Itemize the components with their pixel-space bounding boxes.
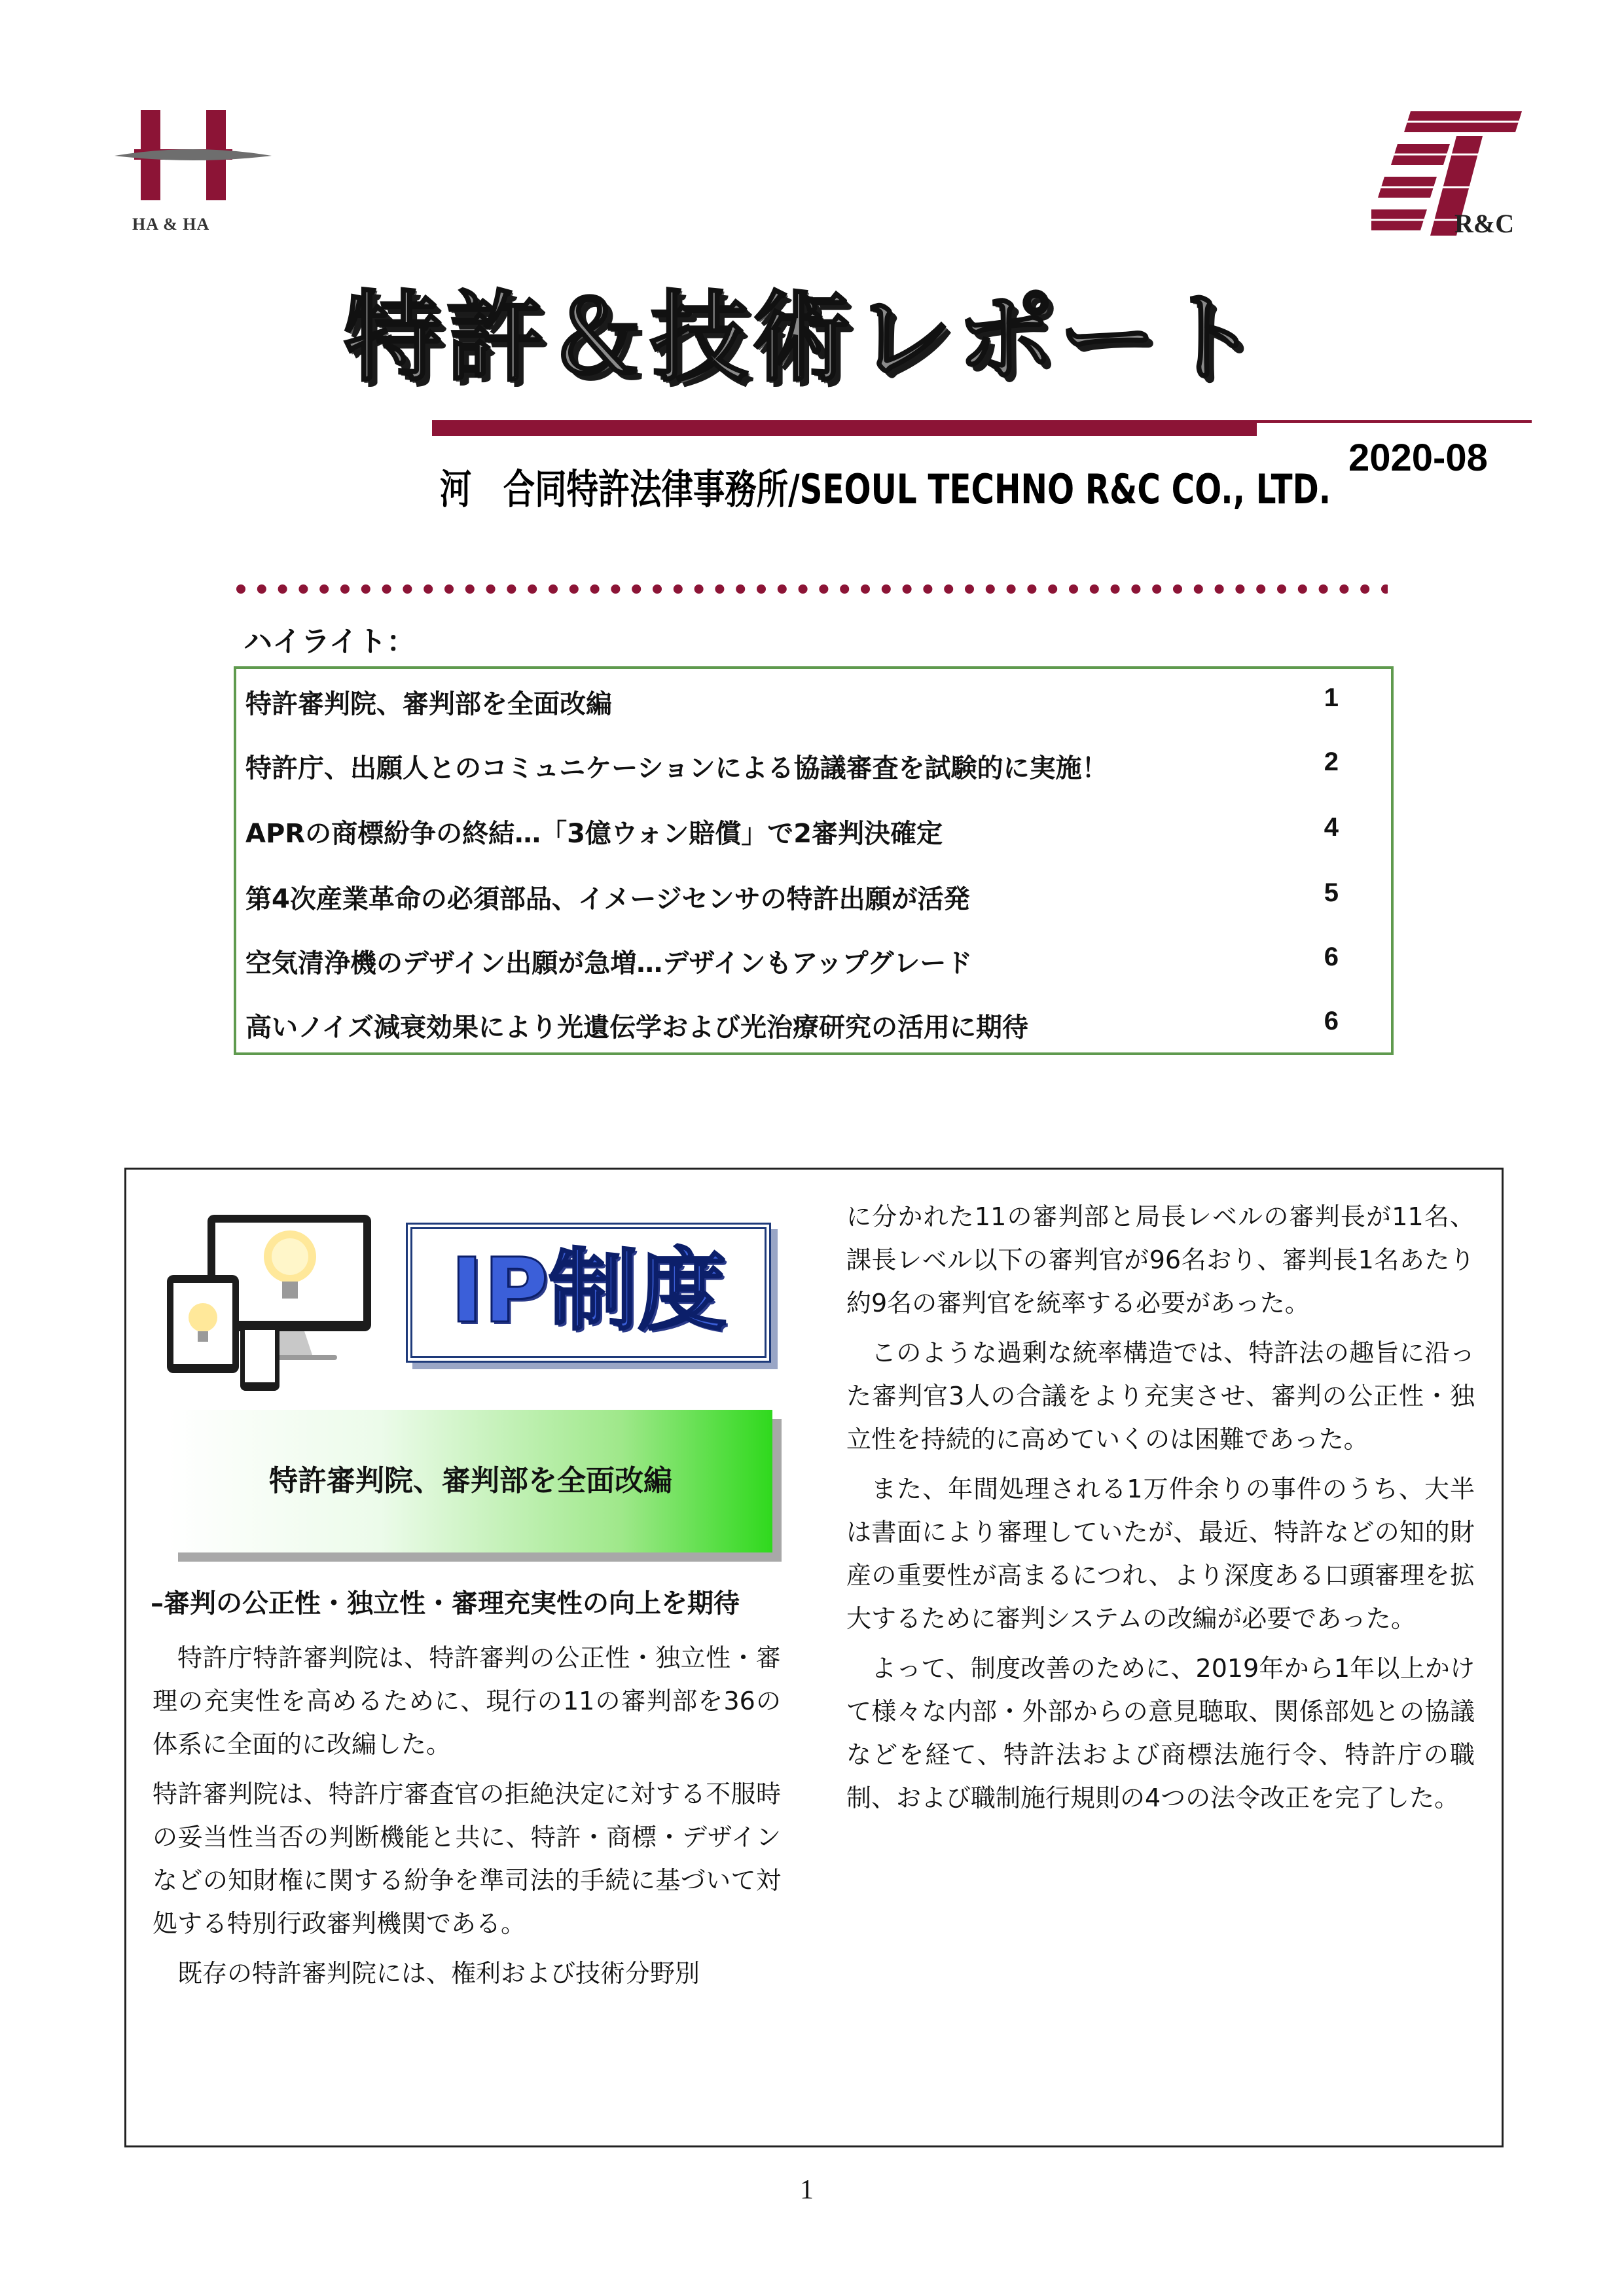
separator-dot bbox=[1381, 584, 1388, 594]
separator-dot bbox=[778, 584, 787, 594]
separator-dot bbox=[986, 584, 995, 594]
separator-dot bbox=[1319, 584, 1328, 594]
dotted-separator bbox=[236, 584, 1388, 594]
issue-date: 2020-08 bbox=[1348, 437, 1488, 479]
title-underline-bar bbox=[432, 420, 1257, 436]
separator-dot bbox=[507, 584, 516, 594]
separator-dot bbox=[1173, 584, 1182, 594]
separator-dot bbox=[611, 584, 620, 594]
separator-dot bbox=[1256, 584, 1265, 594]
highlight-page: 5 bbox=[1324, 878, 1339, 907]
ip-system-badge bbox=[406, 1223, 771, 1363]
separator-dot bbox=[1360, 584, 1369, 594]
separator-dot bbox=[257, 584, 266, 594]
separator-dot bbox=[944, 584, 953, 594]
separator-dot bbox=[653, 584, 662, 594]
highlights-box bbox=[234, 666, 1394, 1055]
separator-dot bbox=[1235, 584, 1244, 594]
page-number: 1 bbox=[800, 2175, 814, 2205]
highlight-page: 6 bbox=[1324, 1007, 1339, 1035]
logo-left-text: HA & HA bbox=[132, 215, 210, 234]
highlight-page: 4 bbox=[1324, 813, 1339, 842]
separator-dot bbox=[736, 584, 745, 594]
separator-dot bbox=[319, 584, 329, 594]
separator-dot bbox=[1152, 584, 1161, 594]
logo-right-text: R&C bbox=[1454, 209, 1515, 238]
separator-dot bbox=[1298, 584, 1307, 594]
separator-dot bbox=[1339, 584, 1348, 594]
separator-dot bbox=[403, 584, 412, 594]
separator-dot bbox=[1027, 584, 1036, 594]
firm-name: 河 合同特許法律事務所/SEOUL TECHNO R&C CO., LTD. bbox=[440, 465, 1331, 513]
separator-dot bbox=[715, 584, 724, 594]
separator-dot bbox=[486, 584, 496, 594]
article-right-column bbox=[846, 1195, 1475, 1826]
separator-dot bbox=[1194, 584, 1203, 594]
separator-dot bbox=[590, 584, 600, 594]
separator-dot bbox=[903, 584, 912, 594]
article-heading: 特許審判院、審判部を全面改編 bbox=[269, 1464, 672, 1498]
separator-dot bbox=[819, 584, 828, 594]
separator-dot bbox=[1111, 584, 1120, 594]
separator-dot bbox=[632, 584, 641, 594]
separator-dot bbox=[528, 584, 537, 594]
highlight-title: 第4次産業革命の必須部品、イメージセンサの特許出願が活発 bbox=[245, 884, 970, 914]
devices-lightbulb-illustration bbox=[167, 1203, 409, 1399]
separator-dot bbox=[278, 584, 287, 594]
separator-dot bbox=[236, 584, 245, 594]
separator-dot bbox=[382, 584, 391, 594]
separator-dot bbox=[298, 584, 308, 594]
separator-dot bbox=[1007, 584, 1016, 594]
separator-dot bbox=[965, 584, 974, 594]
paragraph: 既存の特許審判院には、権利および技術分野別 bbox=[177, 1959, 700, 1988]
highlight-title: APRの商標紛争の終結…「3億ウォン賠償」で2審判決確定 bbox=[245, 819, 943, 849]
paragraph: に分かれた11の審判部と局長レベルの審判長が11名、課長レベル以下の審判官が96名おり、審判長1名あたり約9名の審判官を統率する必要があった。 bbox=[846, 1202, 1475, 1318]
highlights-label: ハイライト： bbox=[244, 625, 416, 658]
separator-dot bbox=[1277, 584, 1286, 594]
highlight-item[interactable] bbox=[245, 747, 1384, 793]
highlight-title: 特許庁、出願人とのコミュニケーションによる協議審査を試験的に実施！ bbox=[245, 753, 1108, 783]
separator-dot bbox=[840, 584, 849, 594]
separator-dot bbox=[444, 584, 454, 594]
separator-dot bbox=[1131, 584, 1140, 594]
highlight-page: 2 bbox=[1324, 747, 1339, 776]
article-subtitle: –審判の公正性・独立性・審理充実性の向上を期待 bbox=[151, 1588, 740, 1619]
paragraph: このような過剰な統率構造では、特許法の趣旨に沿った審判官3人の合議をより充実させ、審判の公正性・独立性を持続的に高めていくのは困難であった。 bbox=[846, 1338, 1475, 1454]
highlight-page: 1 bbox=[1324, 683, 1339, 712]
separator-dot bbox=[549, 584, 558, 594]
separator-dot bbox=[465, 584, 475, 594]
paragraph: 特許庁特許審判院は、特許審判の公正性・独立性・審理の充実性を高めるために、現行の11の審判部を36の体系に全面的に改編した。 bbox=[153, 1643, 781, 1759]
highlight-item[interactable] bbox=[245, 1007, 1384, 1052]
highlight-page: 6 bbox=[1324, 942, 1339, 971]
highlight-title: 特許審判院、審判部を全面改編 bbox=[245, 689, 612, 719]
paragraph: よって、制度改善のために、2019年から1年以上かけて様々な内部・外部からの意見聴取、関係部処との協議などを経て、特許法および商標法施行令、特許庁の職制、および職制施行規則の4つの法令改正を完了した。 bbox=[846, 1654, 1475, 1812]
article-left-column bbox=[153, 1636, 781, 2001]
separator-dot bbox=[799, 584, 808, 594]
separator-dot bbox=[757, 584, 766, 594]
separator-dot bbox=[340, 584, 350, 594]
highlight-title: 空気清浄機のデザイン出願が急増…デザインもアップグレード bbox=[245, 948, 973, 978]
separator-dot bbox=[1090, 584, 1099, 594]
highlight-title: 高いノイズ減衰効果により光遺伝学および光治療研究の活用に期待 bbox=[245, 1013, 1028, 1043]
paragraph: 特許審判院は、特許庁審査官の拒絶決定に対する不服時の妥当性当否の判断機能と共に、特許・商標・デザインなどの知財権に関する紛争を準司法的手続に基づいて対処する特別行政審判機関である。 bbox=[153, 1780, 781, 1938]
highlight-item[interactable] bbox=[245, 683, 1384, 729]
separator-dot bbox=[569, 584, 579, 594]
title-underline-thin bbox=[1257, 420, 1532, 423]
separator-dot bbox=[1215, 584, 1224, 594]
ip-system-badge-text: IP制度 bbox=[450, 1240, 727, 1343]
separator-dot bbox=[674, 584, 683, 594]
separator-dot bbox=[923, 584, 932, 594]
report-title: 特許＆技術レポート bbox=[344, 281, 1263, 395]
separator-dot bbox=[882, 584, 891, 594]
separator-dot bbox=[861, 584, 870, 594]
highlight-item[interactable] bbox=[245, 878, 1384, 924]
highlight-item[interactable] bbox=[245, 942, 1384, 988]
separator-dot bbox=[361, 584, 370, 594]
paragraph: また、年間処理される1万件余りの事件のうち、大半は書面により審理していたが、最近、特許などの知的財産の重要性が高まるにつれ、より深度ある口頭審理を拡大するために審判システムの改編が必要であった。 bbox=[846, 1475, 1475, 1633]
separator-dot bbox=[695, 584, 704, 594]
article-heading-box bbox=[169, 1410, 772, 1552]
separator-dot bbox=[1048, 584, 1057, 594]
separator-dot bbox=[424, 584, 433, 594]
separator-dot bbox=[1069, 584, 1078, 594]
highlight-item[interactable] bbox=[245, 813, 1384, 859]
